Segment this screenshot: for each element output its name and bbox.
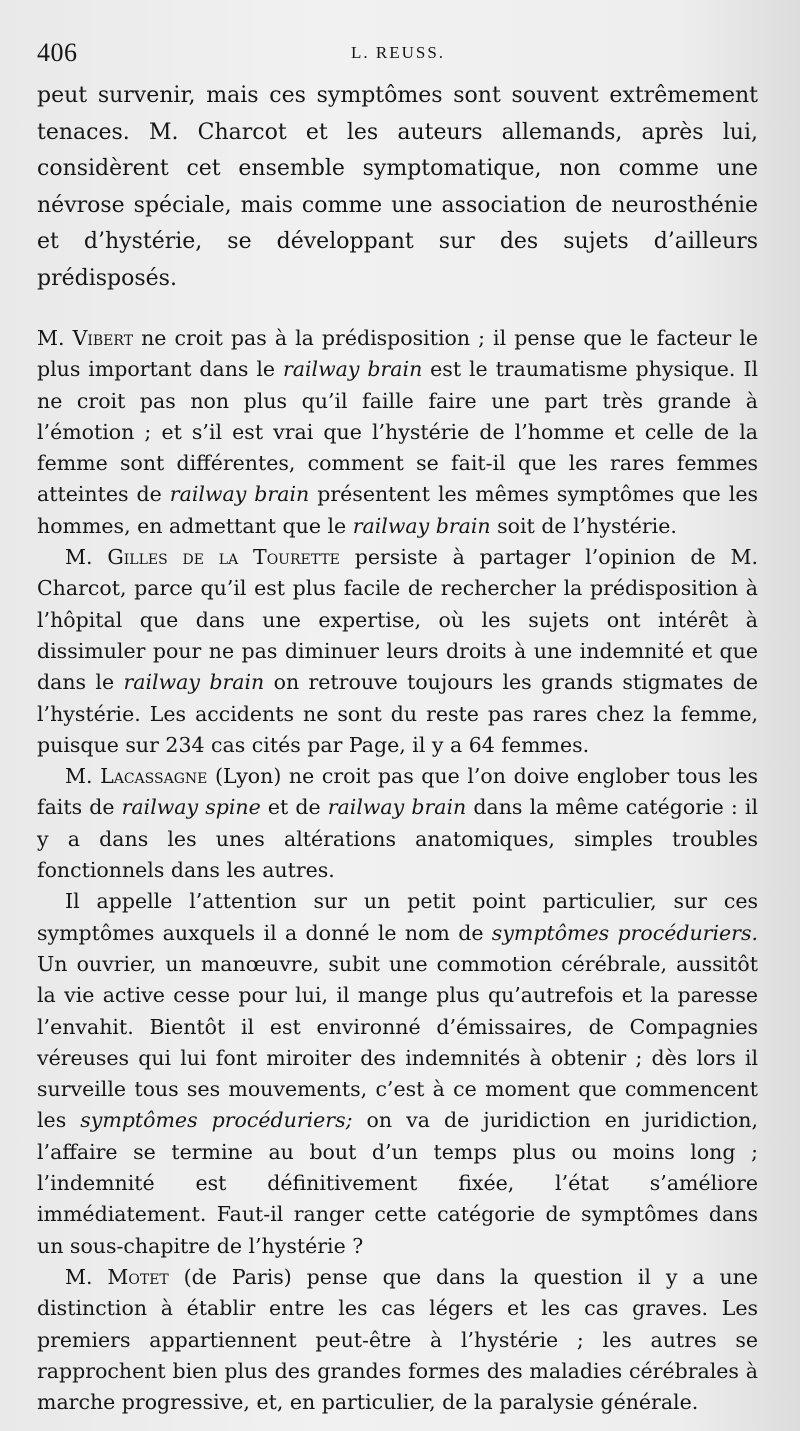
speaker-name: Lacassagne [100, 764, 208, 789]
text-run: on va de juridiction en juridiction, l’affaire se termine au bout d’un temps plus ou moins long ; l’indemnité est définitivement fixée, l’état s’améliore immédiatement. Faut-il ranger cette catégorie de symptômes dans un sous-chapitre de l’hystérie ? [37, 1108, 758, 1258]
speaker-name: Motet [107, 1264, 169, 1289]
text-run: dans la même catégorie : il y a dans les unes altérations anatomiques, simples troubles fonctionnels dans les autres. [37, 795, 758, 883]
speaker-name: Vibert [72, 326, 134, 350]
page-number: 406 [37, 38, 78, 67]
text-run: et de [260, 795, 328, 820]
italic-term: symptômes procéduriers. [491, 920, 758, 945]
italic-term: symptômes procéduriers; [80, 1108, 353, 1133]
text-run: est le traumatisme physique. Il ne croit pas non plus qu’il faille faire une part très grande à l’émotion ; et s’il est vrai que l’hystérie de l’homme et celle de la femme sont différentes, comment se fait-il que les rares femmes atteintes de [37, 357, 759, 507]
text-run: M. [65, 545, 108, 570]
text-run: Un ouvrier, un manœuvre, subit une commotion cérébrale, aussitôt la vie active cesse pour lui, il mange plus qu’autrefois et la paresse l’envahit. Bientôt il est environné d’émissaires, de Compagnies véreuses qui lui font miroiter des indemnités à obtenir ; dès lors il surveille tous ses mouvements, c’est à ce moment que commencent les [37, 951, 758, 1133]
text-run: M. [65, 1264, 108, 1289]
text-run: M. [37, 326, 73, 350]
text-run: Il appelle l’attention sur un petit point particulier, sur ces symptômes auxquels il a donné le nom de [37, 889, 758, 945]
paragraph-symptomes-proceduriers [37, 886, 758, 1262]
paragraph-motet [37, 1262, 758, 1418]
text-run: ne croit pas à la prédisposition ; il pense que le facteur le plus important dans le [37, 326, 758, 382]
paragraph-gilles-de-la-tourette [37, 542, 758, 761]
italic-term: railway brain [123, 670, 265, 695]
italic-term: railway brain [352, 513, 491, 538]
paragraph-lacassagne [37, 761, 758, 886]
italic-term: railway brain [282, 357, 423, 382]
paragraph-vibert [37, 323, 758, 542]
body-text [37, 78, 758, 1418]
text-run: (de Paris) pense que dans la question il y a une distinction à établir entre les cas légers et les cas graves. Les premiers appartiennent peut-être à l’hystérie ; les autres se rapprochent bien plus des grandes formes des maladies cérébrales à marche progressive, et, en particulier, de la paralysie générale. [37, 1264, 758, 1415]
paragraph-continuation [37, 78, 758, 297]
text-run: persiste à partager l’opinion de M. Charcot, parce qu’il est plus facile de rechercher la prédisposition à l’hôpital que dans une expertise, où les sujets ont intérêt à dissimuler pour ne pas diminuer leurs droits à une indemnité et que dans le [37, 545, 758, 695]
text-run: on retrouve toujours les grands stigmates de l’hystérie. Les accidents ne sont du reste pas rares chez la femme, puisque sur 234 cas cités par Page, il y a 64 femmes. [37, 670, 758, 757]
page-header [37, 38, 760, 72]
text-run: (Lyon) ne croit pas que l’on doive englober tous les faits de [37, 764, 758, 820]
italic-term: railway brain [169, 482, 310, 507]
text-run: M. [65, 764, 101, 789]
running-head: L. REUSS. [351, 43, 446, 62]
italic-term: railway brain [327, 795, 467, 820]
text-run: présentent les mêmes symptômes que les hommes, en admettant que le [37, 482, 758, 538]
text-run: soit de l’hystérie. [490, 513, 677, 538]
italic-term: railway spine [121, 795, 261, 820]
speaker-name: Gilles de la Tourette [107, 545, 340, 570]
text-run: peut survenir, mais ces symptômes sont souvent extrêmement tenaces. M. Charcot et les auteurs allemands, après lui, considèrent cet ensemble symptomatique, non comme une névrose spéciale, mais comme une association de neurosthénie et d’hystérie, se développant sur des sujets d’ailleurs prédisposés. [37, 83, 758, 291]
